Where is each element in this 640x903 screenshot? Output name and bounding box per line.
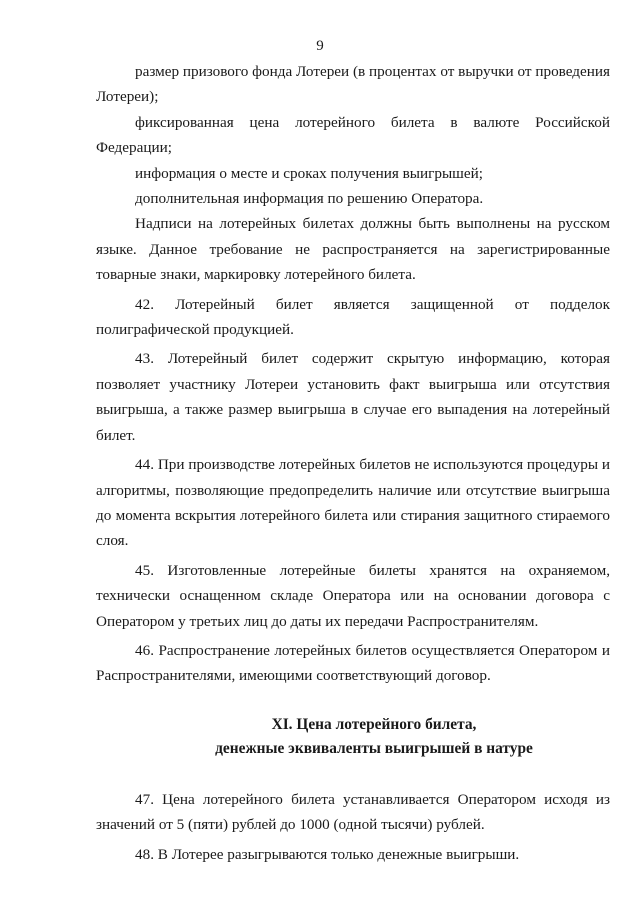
paragraph-inscriptions: Надписи на лотерейных билетах должны быть выполнены на русском языке. Данное требование не распространяется на зарегистрированные товарные знаки, маркировку лотерейного билета. [96,215,610,284]
paragraph-clause-46: 46. Распространение лотерейных билетов осуществляется Оператором и Распространителями, имеющими соответствующий договор. [96,641,610,685]
section-heading-line1: XI. Цена лотерейного билета, [271,715,477,733]
paragraph-clause-45: 45. Изготовленные лотерейные билеты хранятся на охраняемом, технически оснащенном складе Оператора или на основании договора с Оператором у третьих лиц до даты их передачи Распространителям. [96,561,610,630]
paragraph-clause-44: 44. При производстве лотерейных билетов не используются процедуры и алгоритмы, позволяющие предопределить наличие или отсутствие выигрыша до момента вскрытия лотерейного билета или стирания защитного стираемого слоя. [96,456,610,550]
paragraph-clause-42: 42. Лотерейный билет является защищенной от подделок полиграфической продукцией. [96,295,610,339]
paragraph-clause-47: 47. Цена лотерейного билета устанавливается Оператором исходя из значений от 5 (пяти) рублей до 1000 (одной тысячи) рублей. [96,790,610,834]
paragraph-fixed-price: фиксированная цена лотерейного билета в валюте Российской Федерации; [96,113,610,157]
paragraph-winnings-info: информация о месте и сроках получения выигрышей; [135,164,483,182]
document-body [96,59,610,871]
paragraph-clause-48: 48. В Лотерее разыгрываются только денежные выигрыши. [135,845,520,863]
paragraph-clause-43: 43. Лотерейный билет содержит скрытую информацию, которая позволяет участнику Лотереи установить факт выигрыша или отсутствия выигрыша, а также размер выигрыша в случае его выпадения на лотерейный билет. [96,350,610,444]
section-heading [138,713,610,761]
page-number: 9 [316,38,324,54]
paragraph-operator-info: дополнительная информация по решению Оператора. [135,190,484,208]
paragraph-prize-fund: размер призового фонда Лотереи (в процентах от выручки от проведения Лотереи); [96,63,610,106]
section-heading-line2: денежные эквиваленты выигрышей в натуре [215,739,533,757]
